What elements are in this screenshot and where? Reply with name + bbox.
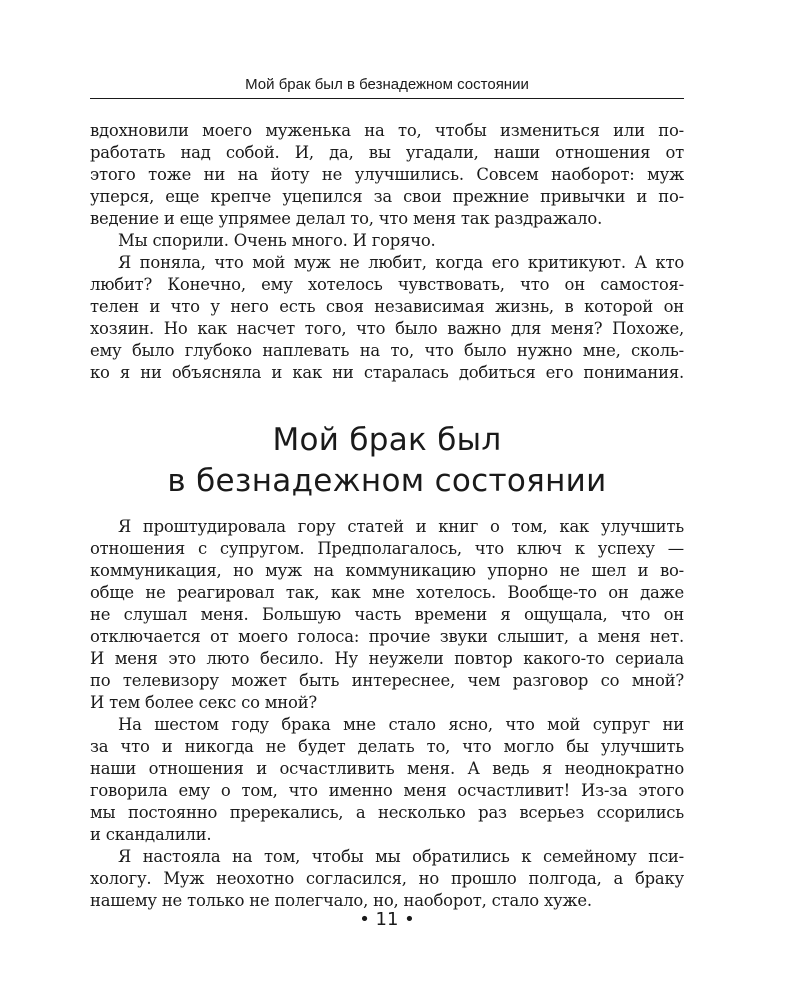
text-line: отношения с супругом. Предполагалось, что ключ к успеху — <box>90 539 684 558</box>
text-line: по телевизору может быть интереснее, чем разговор со мной? <box>90 671 684 690</box>
text-line: коммуникация, но муж на коммуникацию упорно не шел и во- <box>90 561 684 580</box>
text-line: Я поняла, что мой муж не любит, когда его критикуют. А кто <box>118 253 684 272</box>
section-heading-line: Мой брак был <box>272 422 502 458</box>
text-line: вдохновили моего муженька на то, чтобы измениться или по- <box>90 121 684 140</box>
text-line: ведение и еще упрямее делал то, что меня так раздражало. <box>90 209 603 228</box>
header-rule <box>90 98 684 99</box>
text-line: уперся, еще крепче уцепился за свои прежние привычки и по- <box>90 187 684 206</box>
text-line: На шестом году брака мне стало ясно, что мой супруг ни <box>118 715 684 734</box>
text-block-before-heading <box>90 120 684 384</box>
text-line: телен и что у него есть своя независимая жизнь, в которой он <box>90 297 684 316</box>
text-line: ему было глубоко наплевать на то, что было нужно мне, сколь- <box>90 341 684 360</box>
text-line: любит? Конечно, ему хотелось чувствовать, что он самостоя- <box>90 275 684 294</box>
text-line: говорила ему о том, что именно меня осчастливит! Из-за этого <box>90 781 684 800</box>
text-line: за что и никогда не будет делать то, что могло бы улучшить <box>90 737 684 756</box>
section-heading-line: в безнадежном состоянии <box>167 463 607 499</box>
section-heading <box>90 420 684 502</box>
text-line: И меня это люто бесило. Ну неужели повтор какого-то сериала <box>90 649 684 668</box>
text-line: хозяин. Но как насчет того, что было важно для меня? Похоже, <box>90 319 684 338</box>
text-line: наши отношения и осчастливить меня. А ведь я неоднократно <box>90 759 684 778</box>
text-block-after-heading <box>90 516 684 912</box>
text-line: хологу. Муж неохотно согласился, но прошло полгода, а браку <box>90 869 684 888</box>
text-line: мы постоянно пререкались, а несколько раз всерьез ссорились <box>90 803 684 822</box>
text-line: не слушал меня. Большую часть времени я ощущала, что он <box>90 605 684 624</box>
text-line: обще не реагировал так, как мне хотелось. Вообще-то он даже <box>90 583 684 602</box>
text-line: отключается от моего голоса: прочие звуки слышит, а меня нет. <box>90 627 684 646</box>
text-line: Я настояла на том, чтобы мы обратились к семейному пси- <box>118 847 684 866</box>
text-line: этого тоже ни на йоту не улучшились. Совсем наоборот: муж <box>90 165 684 184</box>
page-number: • 11 • <box>359 909 415 930</box>
text-line: И тем более секс со мной? <box>90 693 318 712</box>
text-line: и скандалили. <box>90 825 212 844</box>
text-line: нашему не только не полегчало, но, наоборот, стало хуже. <box>90 891 592 910</box>
text-line: работать над собой. И, да, вы угадали, наши отношения от <box>90 143 684 162</box>
running-title: Мой брак был в безнадежном состоянии <box>245 76 529 93</box>
text-line: ко я ни объясняла и как ни старалась добиться его понимания. <box>90 363 684 382</box>
text-line: Я проштудировала гору статей и книг о том, как улучшить <box>118 517 684 536</box>
text-line: Мы спорили. Очень много. И горячо. <box>118 231 436 250</box>
